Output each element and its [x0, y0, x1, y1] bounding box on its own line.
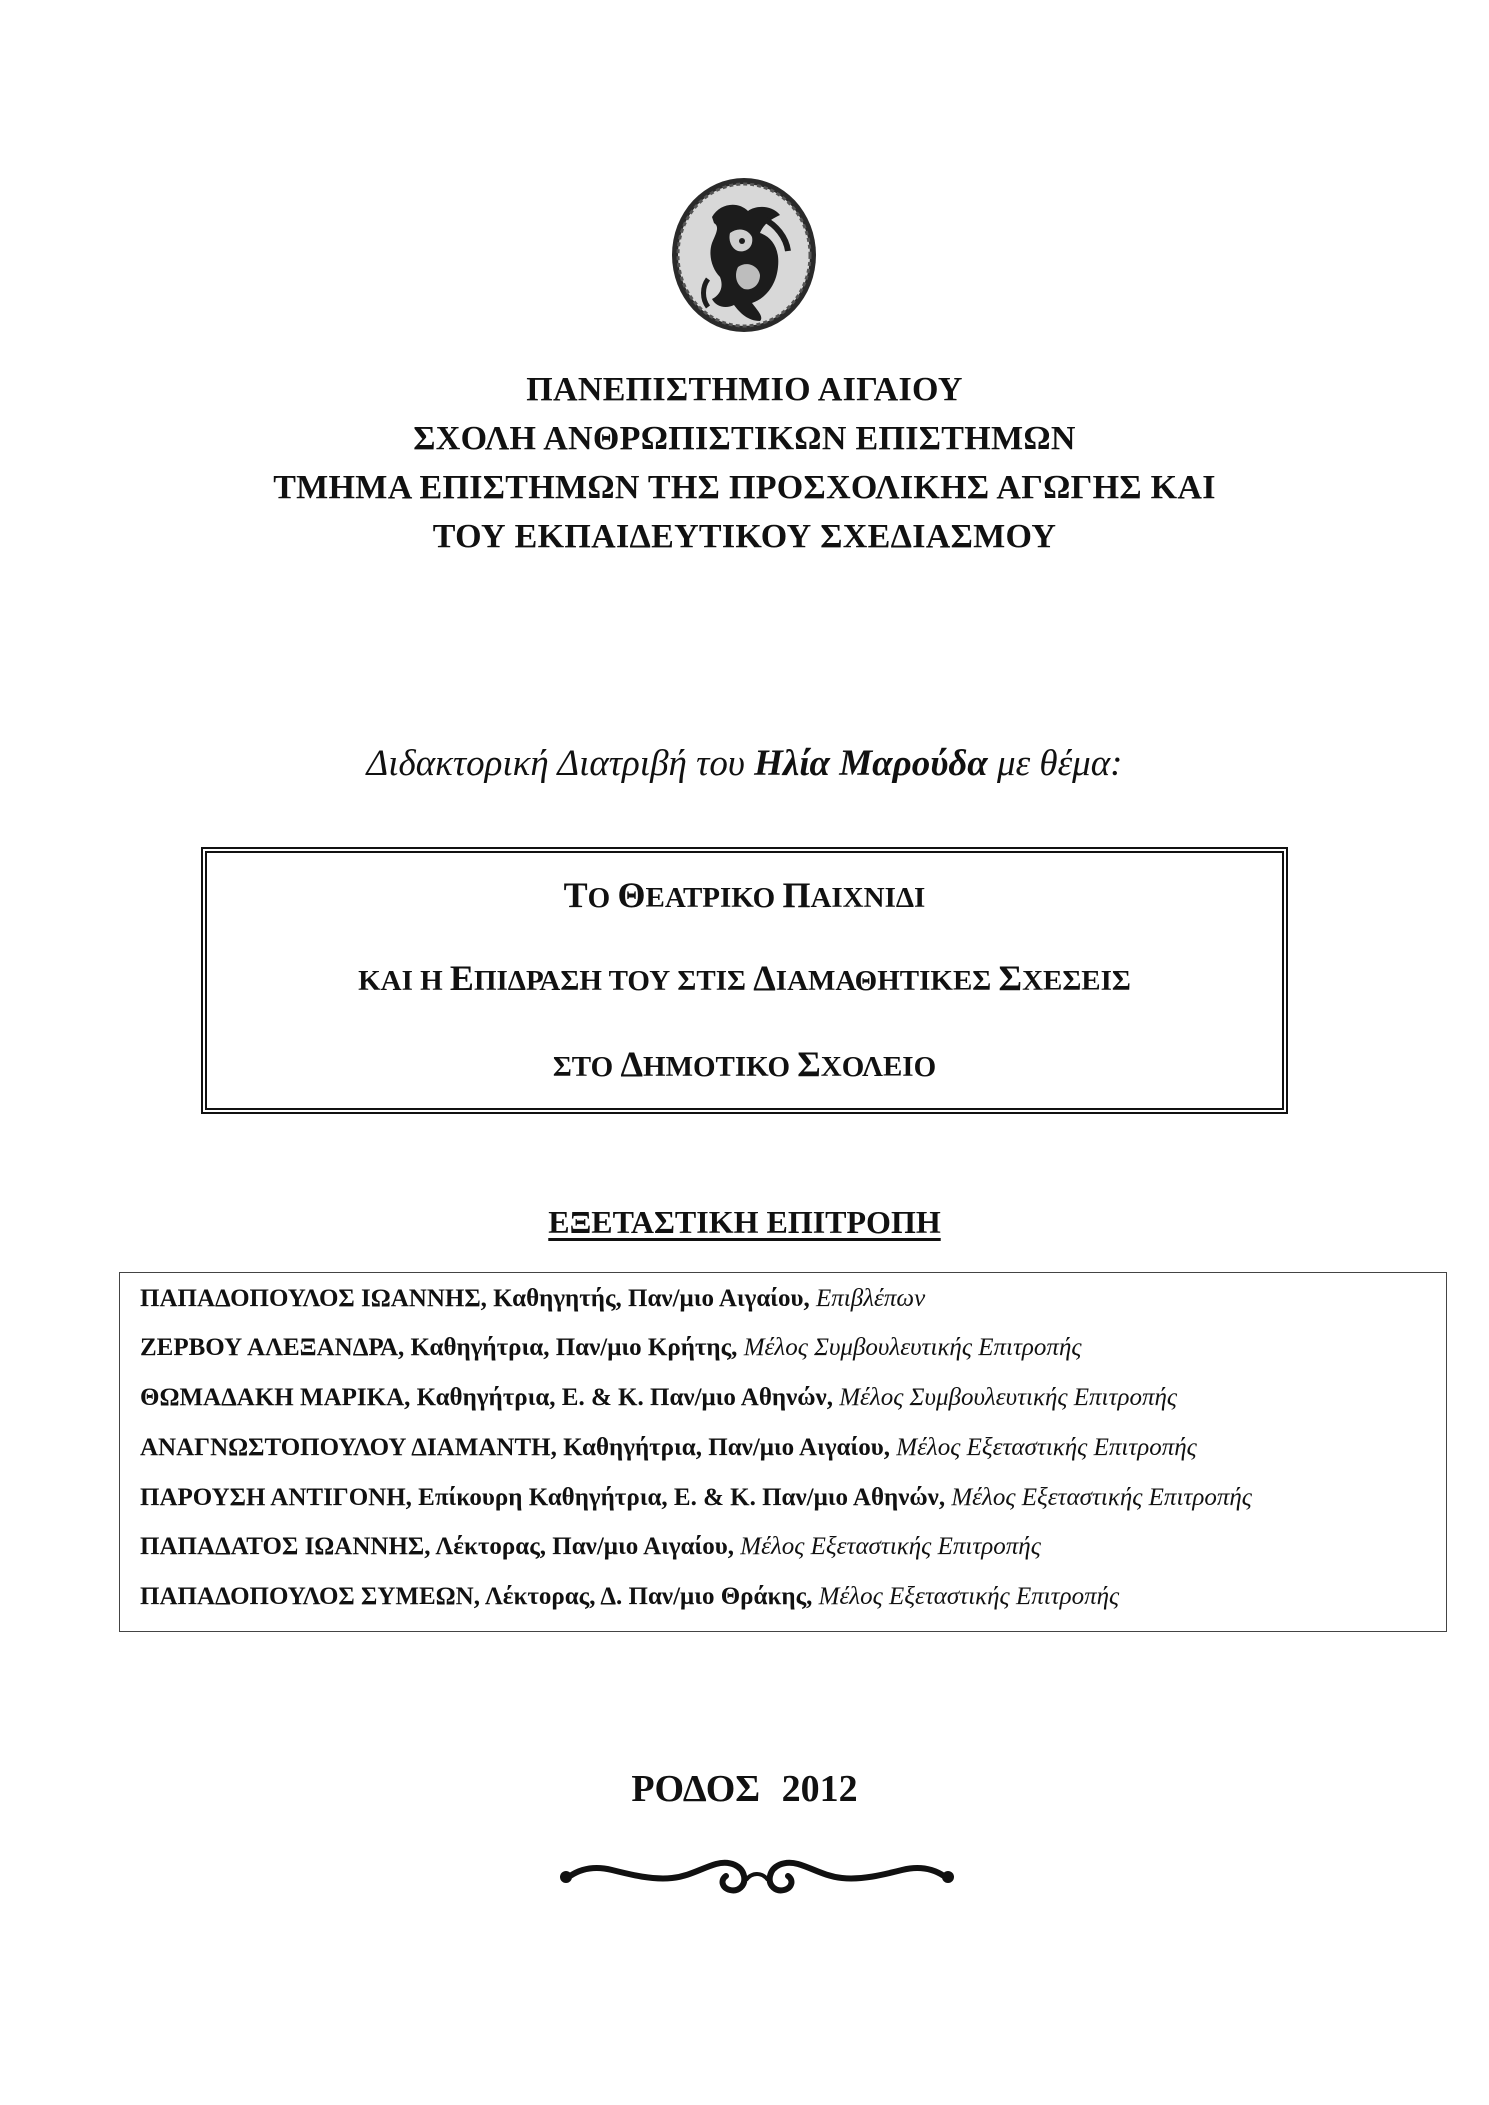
committee-box: [119, 1272, 1447, 1632]
title-cap: Ε: [449, 958, 474, 998]
title-word: ΧΕΣΕΙΣ: [1022, 965, 1131, 997]
title-cap: Π: [782, 875, 811, 915]
title-cap: Τ: [563, 875, 588, 915]
institution-line: ΣΧΟΛΗ ΑΝΘΡΩΠΙΣΤΙΚΩΝ ΕΠΙΣΤΗΜΩΝ: [413, 420, 1076, 457]
university-seal-sphinx-icon: [668, 175, 820, 335]
member-role: Μέλος Εξεταστικής Επιτροπής: [740, 1533, 1041, 1560]
committee-member: [140, 1484, 1252, 1512]
institution-line: ΤΜΗΜΑ ΕΠΙΣΤΗΜΩΝ ΤΗΣ ΠΡΟΣΧΟΛΙΚΗΣ ΑΓΩΓΗΣ ΚΑΙ: [273, 469, 1216, 506]
committee-heading: ΕΞΕΤΑΣΤΙΚΗ ΕΠΙΤΡΟΠΗ: [548, 1204, 941, 1240]
member-role: Μέλος Συμβουλευτικής Επιτροπής: [839, 1384, 1178, 1411]
title-cap: Θ: [617, 875, 646, 915]
member-role: Μέλος Εξεταστικής Επιτροπής: [818, 1583, 1120, 1610]
decorative-flourish-icon: [552, 1850, 962, 1898]
thesis-title-line-1: [207, 874, 1282, 916]
intro-text-before: Διδακτορική Διατριβή του: [366, 743, 755, 784]
member-name: ΑΝΑΓΝΩΣΤΟΠΟΥΛΟΥ ΔΙΑΜΑΝΤΗ, Καθηγήτρια, Παν/μιο Αιγαίου,: [140, 1434, 890, 1461]
title-cap: Δ: [620, 1044, 644, 1084]
committee-member: [140, 1285, 925, 1313]
member-name: ΖΕΡΒΟΥ ΑΛΕΞΑΝΔΡΑ, Καθηγήτρια, Παν/μιο Κρήτης,: [140, 1334, 738, 1361]
title-cap: Σ: [797, 1044, 821, 1084]
title-word: ΑΙΧΝΙΔΙ: [810, 882, 926, 914]
title-word: ΕΑΤΡΙΚΟ: [645, 882, 783, 914]
thesis-title-line-3: [207, 1043, 1282, 1085]
member-role: Μέλος Εξεταστικής Επιτροπής: [896, 1434, 1197, 1461]
member-name: ΠΑΠΑΔΑΤΟΣ ΙΩΑΝΝΗΣ, Λέκτορας, Παν/μιο Αιγαίου,: [140, 1533, 735, 1560]
title-word: Ο: [587, 882, 618, 914]
institution-header: [0, 365, 1489, 561]
member-name: ΠΑΠΑΔΟΠΟΥΛΟΣ ΣΥΜΕΩΝ, Λέκτορας, Δ. Παν/μιο Θράκης,: [140, 1583, 813, 1610]
committee-member: [140, 1334, 1082, 1362]
author-name: Ηλία Μαρούδα: [754, 743, 988, 784]
title-word: ΚΑΙ Η: [358, 965, 450, 997]
committee-member: [140, 1583, 1119, 1611]
place-and-year: ΡΟΔΟΣ 2012: [631, 1768, 858, 1810]
member-name: ΠΑΠΑΔΟΠΟΥΛΟΣ ΙΩΑΝΝΗΣ, Καθηγητής, Παν/μιο Αιγαίου,: [140, 1285, 810, 1312]
thesis-title-box: [201, 847, 1288, 1114]
member-role: Μέλος Εξεταστικής Επιτροπής: [951, 1484, 1252, 1511]
title-word: ΣΤΟ: [552, 1051, 621, 1083]
thesis-intro: [0, 742, 1489, 785]
title-word: ΧΟΛΕΙΟ: [820, 1051, 937, 1083]
intro-text-after: με θέμα:: [987, 743, 1123, 784]
member-role: Επιβλέπων: [816, 1285, 926, 1312]
title-cap: Σ: [998, 958, 1023, 998]
institution-line: ΠΑΝΕΠΙΣΤΗΜΙΟ ΑΙΓΑΙΟΥ: [526, 371, 963, 408]
institution-line: ΤΟΥ ΕΚΠΑΙΔΕΥΤΙΚΟΥ ΣΧΕΔΙΑΣΜΟΥ: [432, 518, 1057, 555]
committee-member: [140, 1434, 1197, 1462]
member-name: ΘΩΜΑΔΑΚΗ ΜΑΡΙΚΑ, Καθηγήτρια, Ε. & Κ. Παν/μιο Αθηνών,: [140, 1384, 833, 1411]
thesis-title-line-2: [207, 957, 1282, 999]
title-word: ΙΑΜΑΘΗΤΙΚΕΣ: [775, 965, 999, 997]
committee-member: [140, 1533, 1041, 1561]
member-role: Μέλος Συμβουλευτικής Επιτροπής: [743, 1334, 1082, 1361]
title-cap: Δ: [753, 958, 776, 998]
member-name: ΠΑΡΟΥΣΗ ΑΝΤΙΓΟΝΗ, Επίκουρη Καθηγήτρια, Ε. & Κ. Παν/μιο Αθηνών,: [140, 1484, 946, 1511]
title-word: ΗΜΟΤΙΚΟ: [643, 1051, 798, 1083]
title-word: ΠΙΔΡΑΣΗ ΤΟΥ ΣΤΙΣ: [473, 965, 754, 997]
committee-member: [140, 1384, 1177, 1412]
